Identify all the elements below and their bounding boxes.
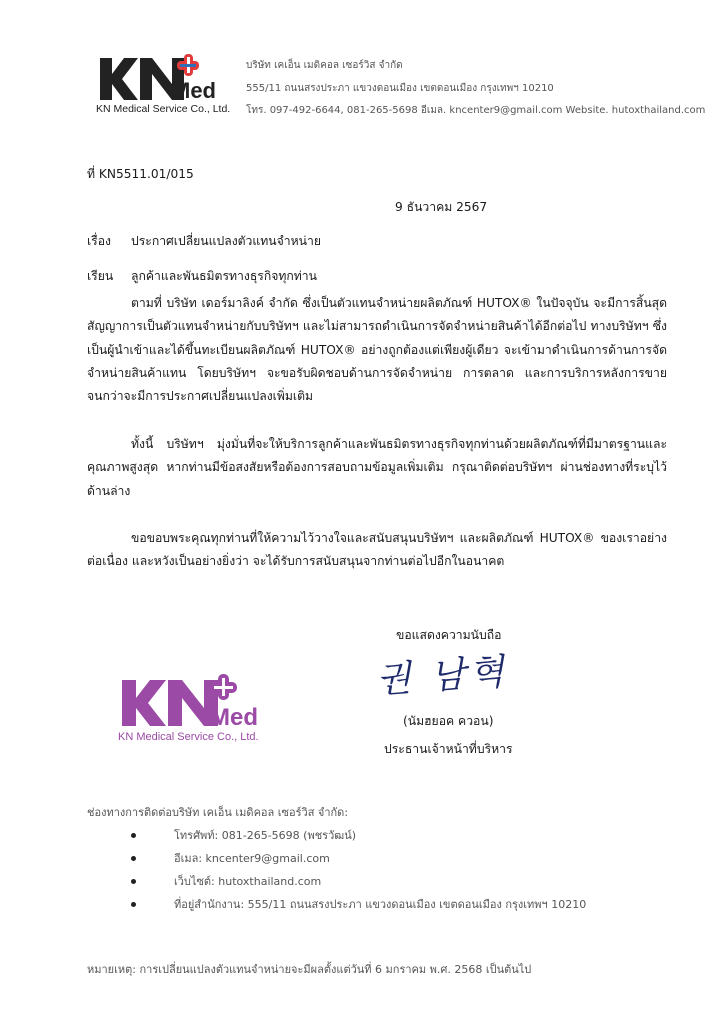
bullet-dot — [131, 833, 136, 838]
recipient-label: เรียน — [87, 269, 114, 283]
logo-subtitle-top: KN Medical Service Co., Ltd. — [96, 103, 231, 115]
body-paragraph-1: ตามที่ บริษัท เดอร์มาลิงค์ จำกัด ซึ่งเป็นตัวแทนจำหน่ายผลิตภัณฑ์ HUTOX® ในปัจจุบัน จะมีการสิ้นสุดสัญญาการเป็นตัวแทนจำหน่ายกับบริษัทฯ และไม่สามารถดำเนินการจัดจำหน่ายสินค้าได้อีกต่อไป ทางบริษัทฯ ซึ่งเป็นผู้นำเข้าและได้ขึ้นทะเบียนผลิตภัณฑ์ HUTOX® อย่างถูกต้องแต่เพียงผู้เดียว จะเข้ามาดำเนินการด้านการจัดจำหน่ายสินค้าแทน โดยบริษัทฯ จะขอรับผิดชอบด้านการจัดจำหน่าย การตลาด และการบริการหลังการขายจนกว่าจะมีการประกาศเปลี่ยนแปลงเพิ่มเติม — [87, 296, 667, 404]
company-contact-line: โทร. 097-492-6644, 081-265-5698 อีเมล. kncenter9@gmail.com Website. hutoxthailand.com — [246, 105, 706, 116]
contacts-heading: ช่องทางการติดต่อบริษัท เคเอ็น เมดิคอล เซอร์วิส จำกัด: — [87, 806, 349, 819]
contact-address: ที่อยู่สำนักงาน: 555/11 ถนนสรงประภา แขวงดอนเมือง เขตดอนเมือง กรุงเทพฯ 10210 — [174, 898, 587, 911]
company-address: 555/11 ถนนสรงประภา แขวงดอนเมือง เขตดอนเมือง กรุงเทพฯ 10210 — [246, 83, 554, 94]
closing-text: ขอแสดงความนับถือ — [396, 628, 502, 642]
bullet-dot — [131, 879, 136, 884]
contact-email: อีเมล: kncenter9@gmail.com — [174, 852, 330, 865]
letter-date: 9 ธันวาคม 2567 — [395, 200, 488, 214]
bullet-dot — [131, 902, 136, 907]
company-name: บริษัท เคเอ็น เมดิคอล เซอร์วิส จำกัด — [246, 60, 403, 71]
body-paragraph-2: ทั้งนี้ บริษัทฯ มุ่งมั่นที่จะให้บริการลูกค้าและพันธมิตรทางธุรกิจทุกท่านด้วยผลิตภัณฑ์ที่มีมาตรฐานและคุณภาพสูงสุด หากท่านมีข้อสงสัยหรือต้องการสอบถามข้อมูลเพิ่มเติม กรุณาติดต่อบริษัทฯ ผ่านช่องทางที่ระบุไว้ด้านล่าง — [87, 437, 667, 498]
logo-med-top: Med — [172, 78, 216, 103]
bullet-dot — [131, 856, 136, 861]
signatory-name: (นัมฮยอค ควอน) — [403, 714, 494, 728]
logo-med-bottom: Med — [210, 704, 258, 731]
contact-website: เว็บไซต์: hutoxthailand.com — [174, 875, 322, 888]
subject-text: ประกาศเปลี่ยนแปลงตัวแทนจำหน่าย — [131, 234, 321, 248]
subject-label: เรื่อง — [87, 234, 111, 248]
contact-phone: โทรศัพท์: 081-265-5698 (พชรวัฒน์) — [174, 829, 357, 842]
footnote: หมายเหตุ: การเปลี่ยนแปลงตัวแทนจำหน่ายจะมีผลตั้งแต่วันที่ 6 มกราคม พ.ศ. 2568 เป็นต้นไป — [87, 963, 532, 976]
recipient-text: ลูกค้าและพันธมิตรทางธุรกิจทุกท่าน — [131, 269, 317, 283]
reference-number: ที่ KN5511.01/015 — [87, 167, 194, 181]
logo-subtitle-bottom: KN Medical Service Co., Ltd. — [118, 731, 259, 743]
signatory-title: ประธานเจ้าหน้าที่บริหาร — [384, 742, 513, 756]
handwritten-signature: 권 남혁 — [374, 651, 510, 702]
body-paragraph-3: ขอขอบพระคุณทุกท่านที่ให้ความไว้วางใจและสนับสนุนบริษัทฯ และผลิตภัณฑ์ HUTOX® ของเราอย่างต่อเนื่อง และหวังเป็นอย่างยิ่งว่า จะได้รับการสนับสนุนจากท่านต่อไปอีกในอนาคต — [87, 531, 667, 569]
